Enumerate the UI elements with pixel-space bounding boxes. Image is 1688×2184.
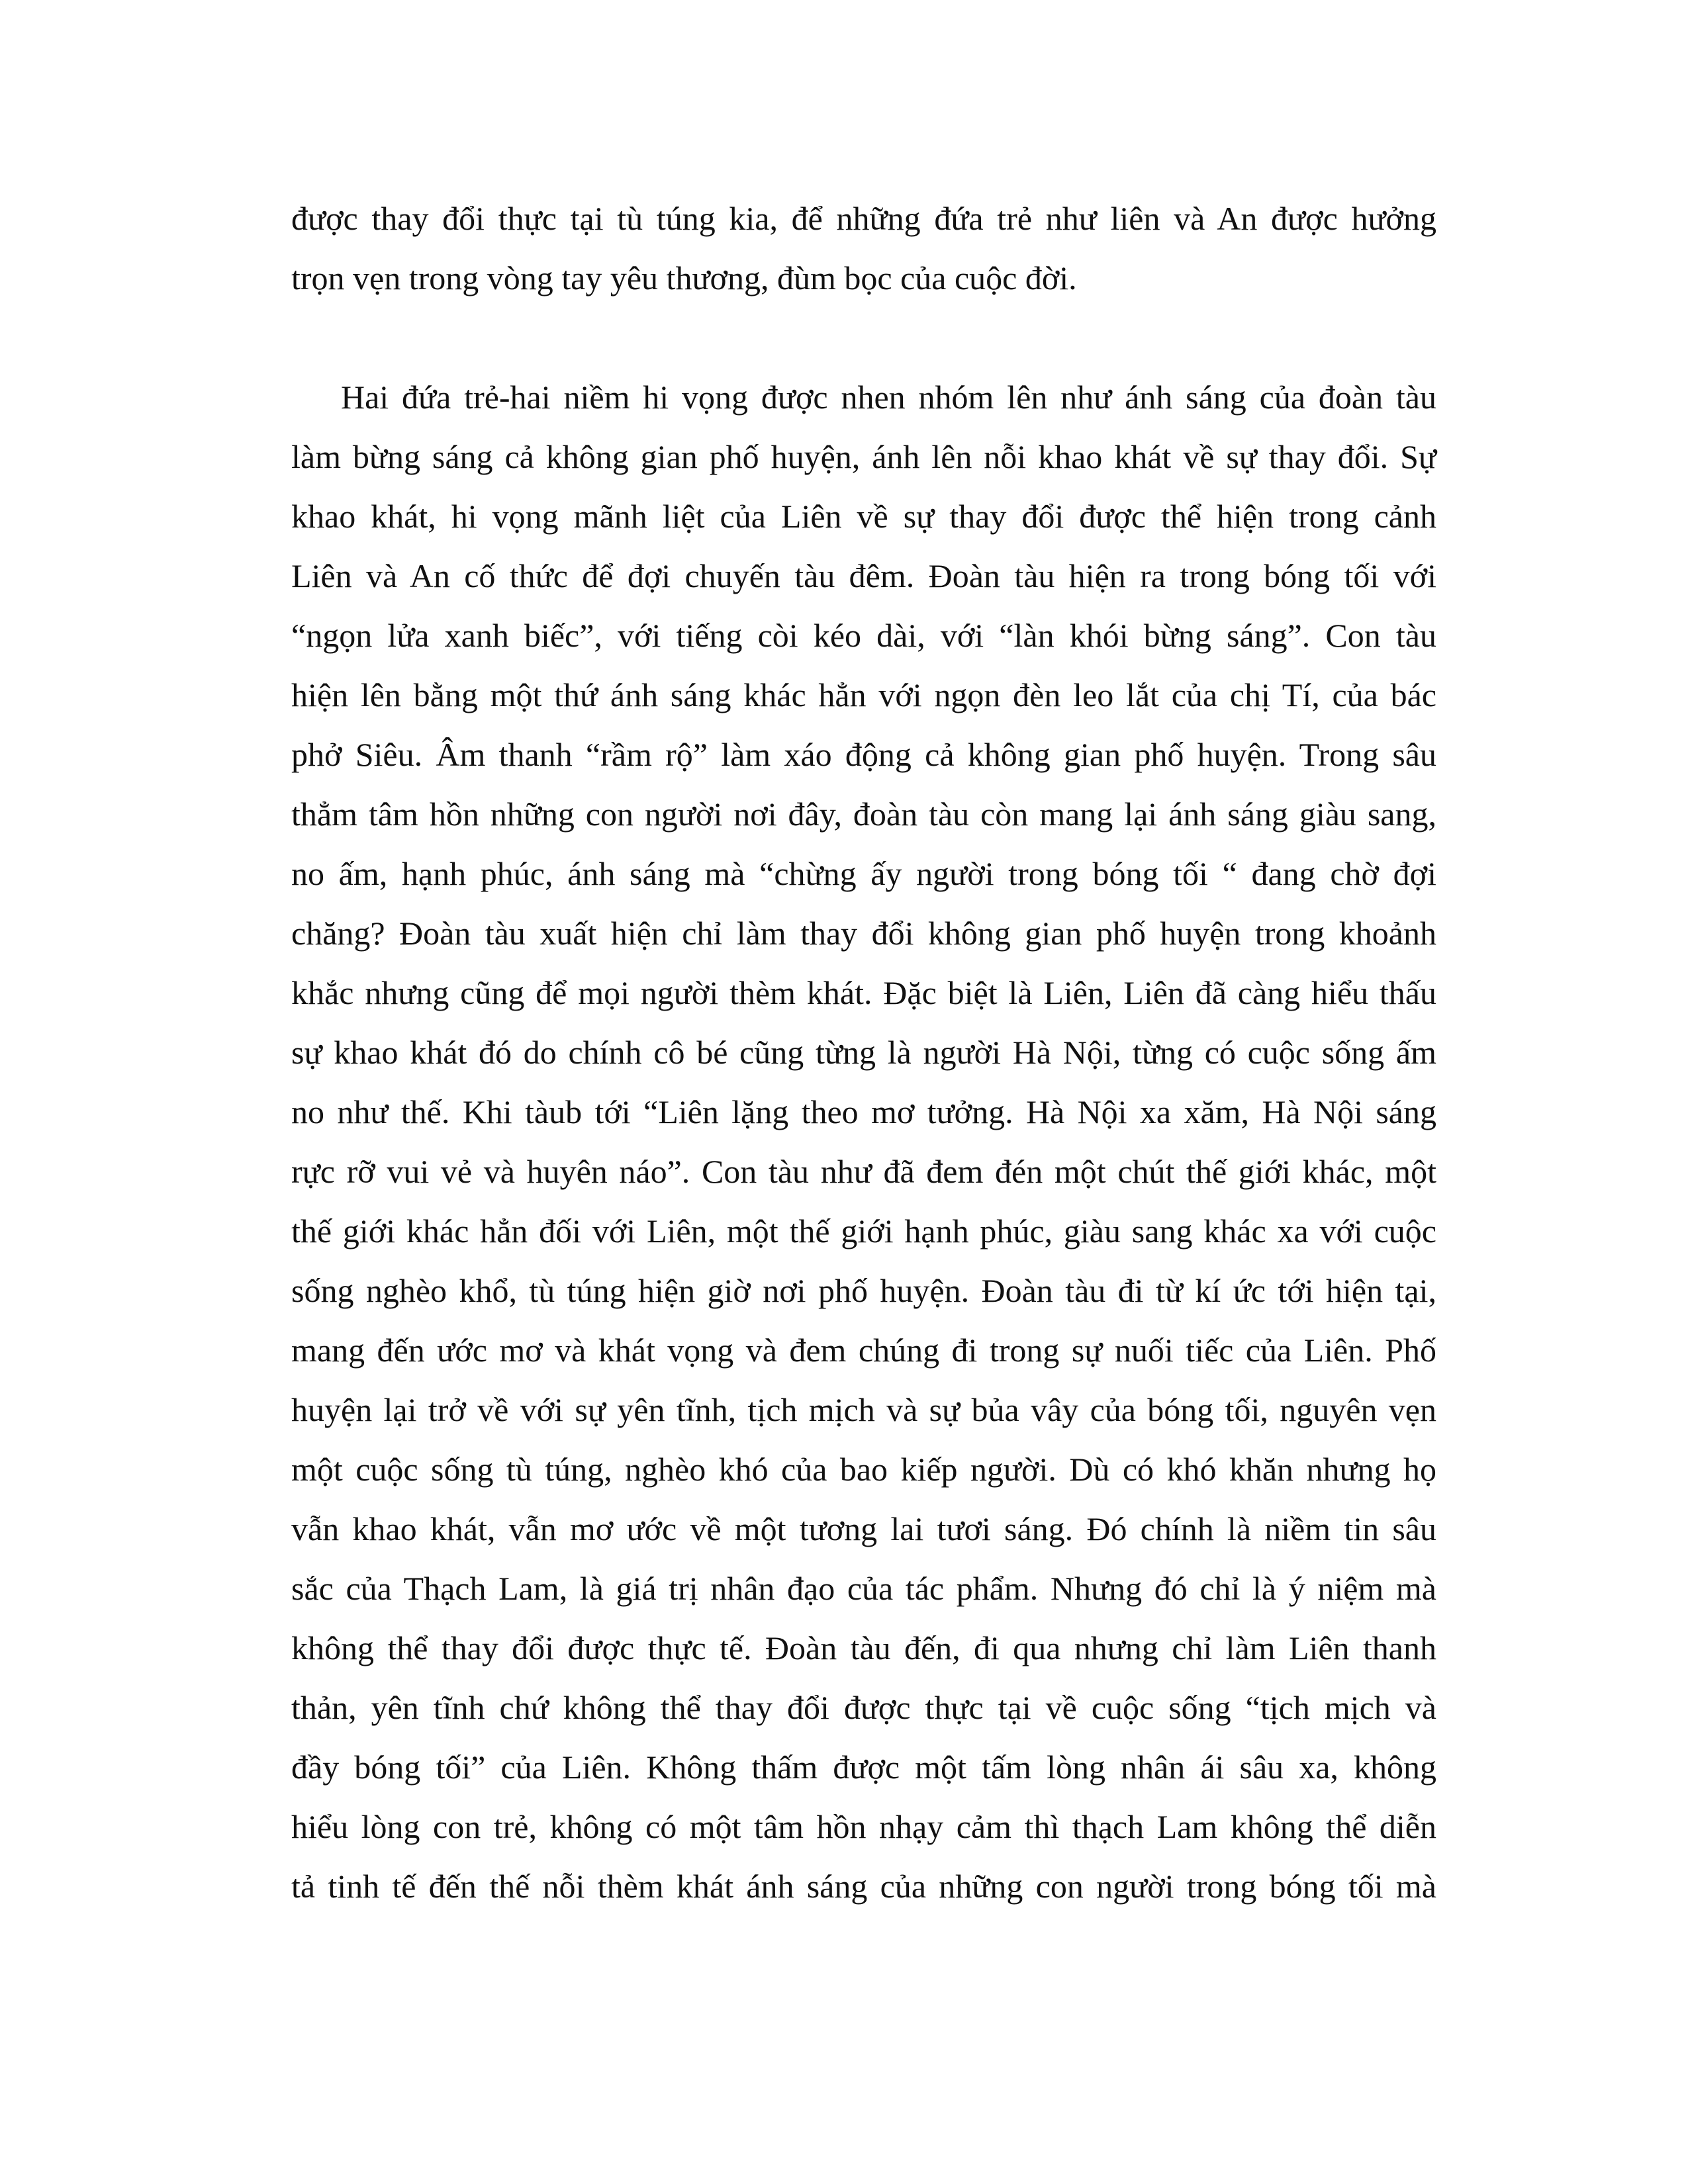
text-line: được thay đổi thực tại tù túng kia, để những đứa trẻ như liên và An được hưởng (291, 200, 1436, 237)
text-line: huyện lại trở về với sự yên tĩnh, tịch mịch và sự bủa vây của bóng tối, nguyên vẹn (291, 1391, 1436, 1428)
text-line: thế giới khác hẳn đối với Liên, một thế giới hạnh phúc, giàu sang khác xa với cuộc (291, 1212, 1436, 1250)
text-line: Liên và An cố thức để đợi chuyến tàu đêm. Đoàn tàu hiện ra trong bóng tối với (291, 557, 1436, 594)
text-line: no ấm, hạnh phúc, ánh sáng mà “chừng ấy người trong bóng tối “ đang chờ đợi (291, 855, 1436, 892)
text-line: đầy bóng tối” của Liên. Không thấm được một tấm lòng nhân ái sâu xa, không (291, 1749, 1436, 1786)
text-line: tả tinh tế đến thế nỗi thèm khát ánh sáng của những con người trong bóng tối mà (291, 1868, 1436, 1905)
text-line: hiện lên bằng một thứ ánh sáng khác hẳn với ngọn đèn leo lắt của chị Tí, của bác (291, 676, 1436, 713)
text-line: khao khát, hi vọng mãnh liệt của Liên về sự thay đổi được thể hiện trong cảnh (291, 498, 1436, 535)
text-line: rực rỡ vui vẻ và huyên náo”. Con tàu như đã đem đén một chút thế giới khác, một (291, 1153, 1436, 1190)
text-line: vẫn khao khát, vẫn mơ ước về một tương lai tươi sáng. Đó chính là niềm tin sâu (291, 1510, 1436, 1547)
text-line: Hai đứa trẻ-hai niềm hi vọng được nhen nhóm lên như ánh sáng của đoàn tàu (341, 379, 1436, 416)
text-line: làm bừng sáng cả không gian phố huyện, ánh lên nỗi khao khát về sự thay đổi. Sự (291, 438, 1436, 475)
text-line: hiểu lòng con trẻ, không có một tâm hồn nhạy cảm thì thạch Lam không thể diễn (291, 1808, 1436, 1845)
text-line: trọn vẹn trong vòng tay yêu thương, đùm bọc của cuộc đời. (291, 259, 1077, 296)
text-line: thản, yên tĩnh chứ không thể thay đổi được thực tại về cuộc sống “tịch mịch và (291, 1689, 1436, 1726)
text-line: một cuộc sống tù túng, nghèo khó của bao kiếp người. Dù có khó khăn nhưng họ (291, 1451, 1436, 1488)
text-line: sắc của Thạch Lam, là giá trị nhân đạo của tác phẩm. Nhưng đó chỉ là ý niệm mà (291, 1570, 1436, 1607)
text-line: sự khao khát đó do chính cô bé cũng từng là người Hà Nội, từng có cuộc sống ấm (291, 1034, 1436, 1071)
text-line: chăng? Đoàn tàu xuất hiện chỉ làm thay đổi không gian phố huyện trong khoảnh (291, 915, 1436, 952)
text-line: no như thế. Khi tàub tới “Liên lặng theo mơ tưởng. Hà Nội xa xăm, Hà Nội sáng (291, 1093, 1436, 1130)
text-line: mang đến ước mơ và khát vọng và đem chúng đi trong sự nuối tiếc của Liên. Phố (291, 1332, 1436, 1369)
text-line: sống nghèo khổ, tù túng hiện giờ nơi phố huyện. Đoàn tàu đi từ kí ức tới hiện tại, (291, 1272, 1436, 1309)
text-line: khắc nhưng cũng để mọi người thèm khát. Đặc biệt là Liên, Liên đã càng hiểu thấu (291, 974, 1436, 1011)
text-line: không thể thay đổi được thực tế. Đoàn tàu đến, đi qua nhưng chỉ làm Liên thanh (291, 1629, 1436, 1666)
text-line: thẳm tâm hồn những con người nơi đây, đoàn tàu còn mang lại ánh sáng giàu sang, (291, 796, 1436, 833)
text-line: “ngọn lửa xanh biếc”, với tiếng còi kéo dài, với “làn khói bừng sáng”. Con tàu (291, 617, 1436, 654)
text-line: phở Siêu. Âm thanh “rầm rộ” làm xáo động cả không gian phố huyện. Trong sâu (291, 736, 1436, 773)
